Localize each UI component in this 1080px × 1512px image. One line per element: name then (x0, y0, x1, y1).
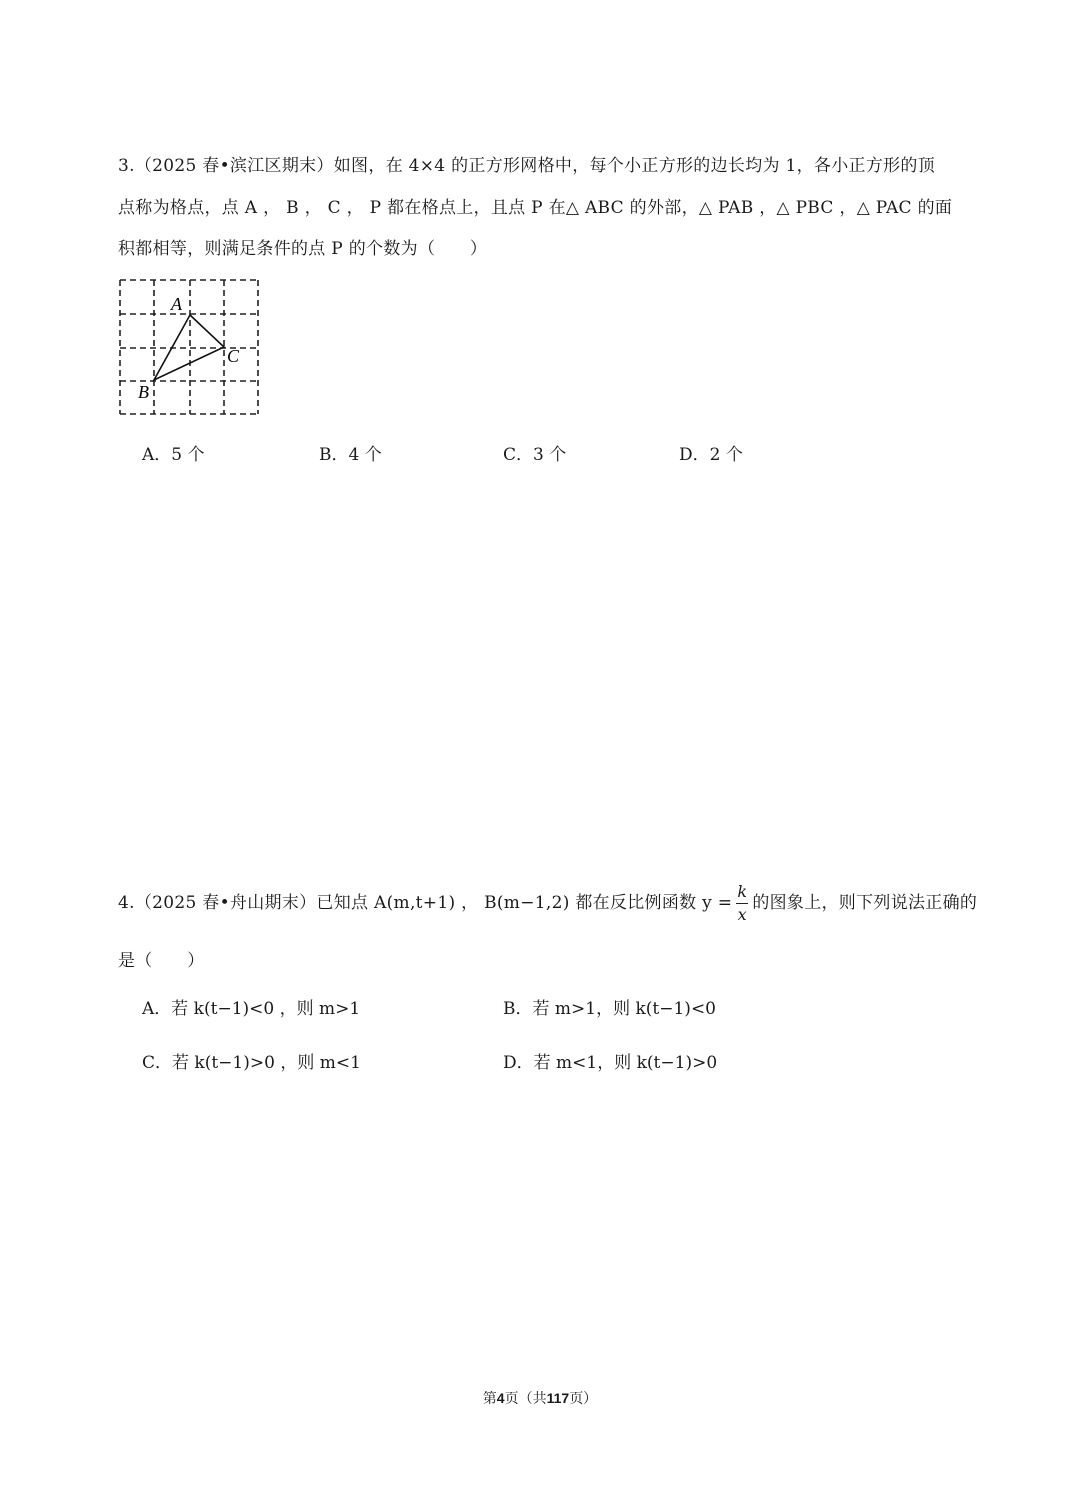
total-pages: 117 (546, 1390, 570, 1406)
q3-option-c[interactable]: C．3 个 (503, 445, 567, 465)
q3-option-b[interactable]: B．4 个 (319, 445, 382, 465)
current-page: 4 (496, 1390, 505, 1406)
page-footer (0, 1388, 1080, 1408)
q3-option-d[interactable]: D．2 个 (679, 445, 743, 465)
grid-figure (110, 270, 270, 420)
fraction-k-over-x (736, 884, 748, 923)
footer-pre: 第 (482, 1391, 497, 1407)
label-c: C (227, 346, 240, 366)
q4-option-a[interactable]: A．若 k(t−1)<0 ，则 m>1 (142, 999, 361, 1019)
q3-option-a[interactable]: A．5 个 (142, 445, 205, 465)
label-a: A (171, 294, 182, 314)
q3-line-3: 积都相等，则满足条件的点 P 的个数为（ ） (118, 239, 488, 259)
q4-line-1 (118, 884, 977, 923)
footer-post: 页） (569, 1391, 598, 1407)
label-b: B (138, 382, 149, 402)
q4-line-2: 是（ ） (118, 951, 205, 971)
frac-numerator: k (737, 882, 748, 901)
q4-option-c[interactable]: C．若 k(t−1)>0 ，则 m<1 (142, 1053, 361, 1073)
footer-mid: 页（共 (504, 1391, 547, 1407)
q4-option-b[interactable]: B．若 m>1，则 k(t−1)<0 (503, 999, 716, 1019)
q4-option-d[interactable]: D．若 m<1，则 k(t−1)>0 (503, 1053, 718, 1073)
q3-line-2: 点称为格点，点 A ， B ， C ， P 都在格点上，且点 P 在△ ABC 的外部，△ PAB ，△ PBC ，△ PAC 的面 (118, 198, 953, 218)
q3-line-1: 3.（2025 春•滨江区期末）如图，在 4×4 的正方形网格中，每个小正方形的边长均为 1，各小正方形的顶 (118, 156, 936, 176)
q4-text-post: 的图象上，则下列说法正确的 (752, 893, 978, 913)
frac-denominator: x (737, 905, 747, 924)
q4-text-pre: 4.（2025 春•舟山期末）已知点 A(m,t+1) ， B(m−1,2) 都在反比例函数 y = (118, 893, 733, 913)
